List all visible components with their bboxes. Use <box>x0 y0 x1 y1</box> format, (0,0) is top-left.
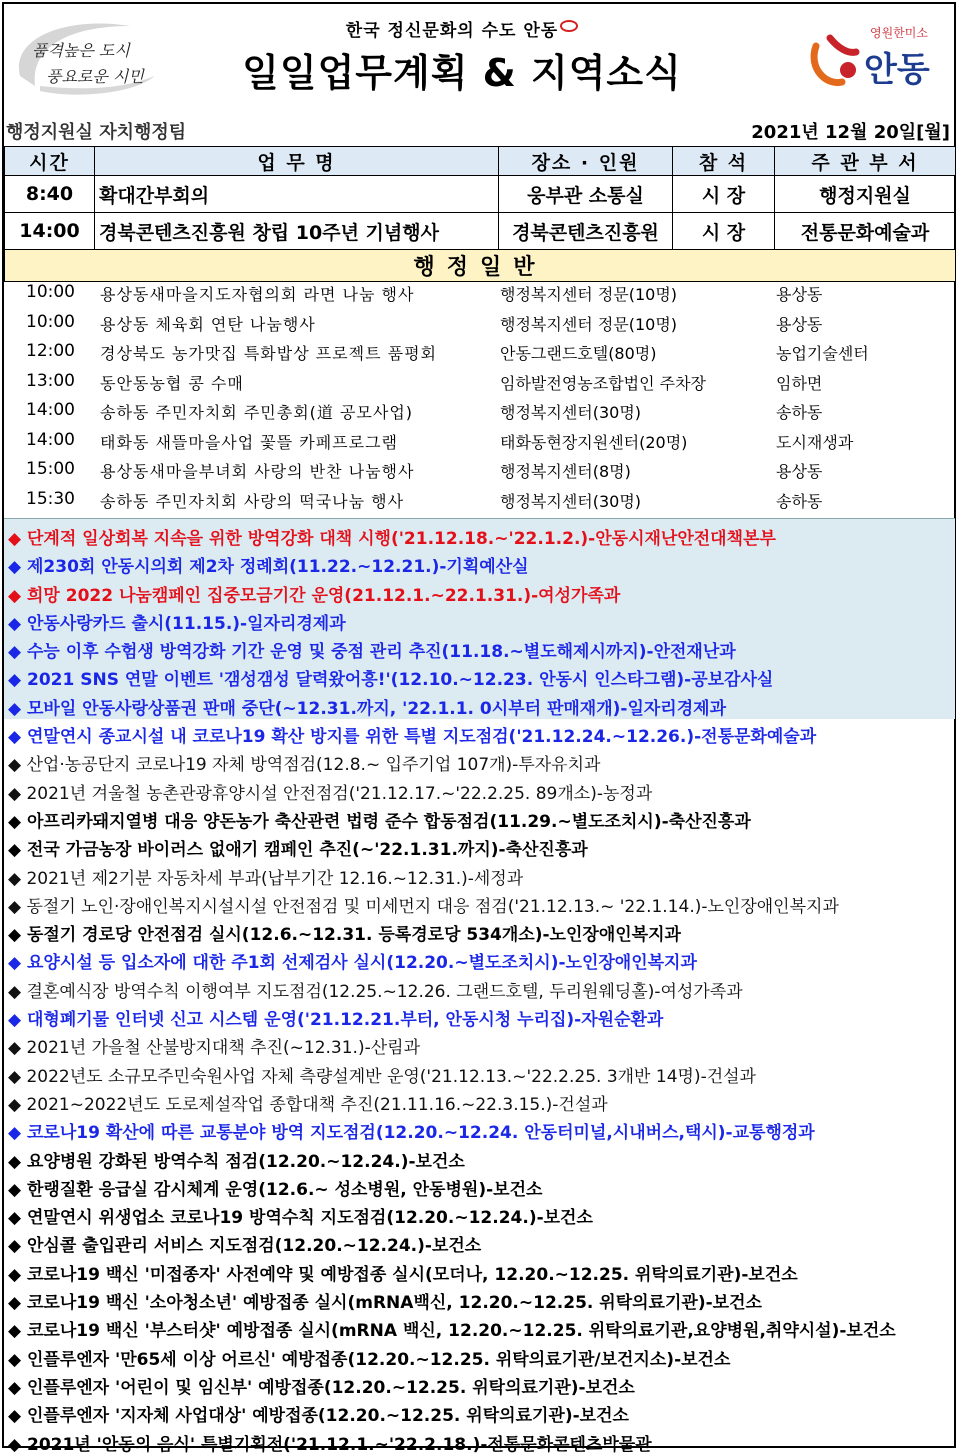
news-text: ◆ 안심콜 출입관리 서비스 지도점검(12.20.~12.24.)-보건소 <box>8 1236 482 1257</box>
col-place: 장소 · 인원 <box>499 147 673 176</box>
event-place: 행정복지센터(30명) <box>500 403 642 422</box>
schedule-table <box>4 146 956 282</box>
news-text: ◆ 연말연시 위생업소 코로나19 방역수칙 지도점검(12.20.~12.24.)-보건소 <box>8 1208 593 1229</box>
eye-mark-icon <box>560 20 578 32</box>
news-text: ◆ 산업·농공단지 코로나19 자체 방역점검(12.8.~ 입주기업 107개)-투자유치과 <box>8 755 601 776</box>
news-item <box>4 579 955 607</box>
news-item <box>4 1371 955 1399</box>
news-text: ◆ 전국 가금농장 바이러스 없애기 캠페인 추진(~'22.1.31.까지)-축산진흥과 <box>8 840 588 861</box>
news-text: ◆ 인플루엔자 '만65세 이상 어르신' 예방접종(12.20.~12.25. 위탁의료기관/보건지소)-보건소 <box>8 1349 731 1370</box>
row-dept: 전통문화예술과 <box>775 213 956 250</box>
row-time: 8:40 <box>5 176 95 213</box>
event-place: 임하발전영농조합법인 주차장 <box>500 373 707 393</box>
event-time: 14:00 <box>26 429 75 450</box>
news-item <box>4 1060 955 1088</box>
news-text: ◆ 동절기 경로당 안전점검 실시(12.6.~12.31. 등록경로당 534개소)-노인장애인복지과 <box>8 925 681 946</box>
row-place: 경북콘텐츠진흥원 <box>499 213 673 250</box>
row-task: 확대간부회의 <box>95 176 499 213</box>
news-item <box>4 862 955 890</box>
news-item <box>4 550 955 578</box>
logo-name: 안동 <box>864 50 930 90</box>
news-text: ◆ 요양병원 강화된 방역수칙 점검(12.20.~12.24.)-보건소 <box>8 1151 465 1172</box>
event-time: 14:00 <box>26 400 75 420</box>
event-dept: 용상동 <box>776 285 823 304</box>
news-item <box>4 975 955 1003</box>
col-task: 업 무 명 <box>95 147 499 176</box>
news-item <box>4 1201 955 1229</box>
document-date: 2021년 12월 20일[월] <box>751 122 950 143</box>
slogan-line-1: 품격높은 도시 <box>32 41 130 60</box>
news-text: ◆ 코로나19 확산에 따른 교통분야 방역 지도점검(12.20.~12.24. 안동터미널,시내버스,택시)-교통행정과 <box>8 1123 815 1144</box>
news-item <box>4 522 955 550</box>
news-text: ◆ 코로나19 백신 '미접종자' 사전예약 및 예방접종 실시(모더나, 12.20.~12.25. 위탁의료기관)-보건소 <box>8 1264 798 1285</box>
event-name: 용상동새마을부녀회 사랑의 반찬 나눔행사 <box>100 462 415 481</box>
logo-tagline: 영원한미소 <box>870 26 928 40</box>
news-item <box>4 946 955 974</box>
event-name: 동안동농협 콩 수매 <box>100 373 244 393</box>
page-title: 일일업무계획 & 지역소식 <box>242 51 682 95</box>
news-text: ◆ 코로나19 백신 '부스터샷' 예방접종 실시(mRNA 백신, 12.20.~12.25. 위탁의료기관,요양병원,취약시설)-보건소 <box>8 1321 896 1342</box>
col-attend: 참 석 <box>673 147 775 176</box>
news-text: ◆ 2021 SNS 연말 이벤트 '갬성갬성 달력왔어흥!'(12.10.~12.23. 안동시 인스타그램)-공보감사실 <box>8 670 774 691</box>
news-item <box>4 1088 955 1116</box>
news-text: ◆ 2021년 겨울철 농촌관광휴양시설 안전점검('21.12.17.~'22.2.25. 89개소)-농정과 <box>8 783 653 804</box>
news-item <box>4 1399 955 1427</box>
event-name: 용상동 체육회 연탄 나눔행사 <box>100 314 316 334</box>
subtitle-text: 한국 정신문화의 수도 안동 <box>345 21 559 41</box>
event-dept: 임하면 <box>776 373 823 393</box>
slogan-line-2: 풍요로운 시민 <box>46 67 144 86</box>
col-dept: 주 관 부 서 <box>775 147 956 176</box>
news-item <box>4 1116 955 1144</box>
news-text: ◆ 동절기 노인·장애인복지시설시설 안전점검 및 미세먼지 대응 점검('21.12.13.~ '22.1.14.)-노인장애인복지과 <box>8 896 839 917</box>
event-place: 행정복지센터 정문(10명) <box>500 285 678 304</box>
news-item <box>4 805 955 833</box>
news-text: ◆ 한랭질환 응급실 감시체계 운영(12.6.~ 성소병원, 안동병원)-보건소 <box>8 1179 543 1200</box>
news-item <box>4 833 955 861</box>
event-time: 15:30 <box>26 488 75 509</box>
event-dept: 용상동 <box>776 462 823 481</box>
document-header <box>2 2 956 110</box>
news-item <box>4 1286 955 1314</box>
table-row <box>5 176 956 213</box>
event-dept: 송하동 <box>776 403 823 422</box>
list-item <box>4 308 955 338</box>
band-label: 행정일반 <box>5 250 956 282</box>
header-subtitle <box>2 16 922 41</box>
event-name: 송하동 주민자치회 사랑의 떡국나눔 행사 <box>100 491 405 511</box>
list-item <box>4 485 955 515</box>
list-item <box>4 337 955 367</box>
event-name: 송하동 주민자치회 주민총회(道 공모사업) <box>100 403 414 422</box>
general-schedule-list <box>4 278 955 514</box>
news-text: ◆ 안동사랑카드 출시(11.15.)-일자리경제과 <box>8 613 346 634</box>
news-text: ◆ 연말연시 종교시설 내 코로나19 확산 방지를 위한 특별 지도점검('21.12.24.~12.26.)-전통문화예술과 <box>8 727 817 748</box>
event-place: 행정복지센터(30명) <box>500 491 642 511</box>
row-attend: 시 장 <box>673 176 775 213</box>
news-item <box>4 1343 955 1371</box>
row-attend: 시 장 <box>673 213 775 250</box>
row-dept: 행정지원실 <box>775 176 956 213</box>
event-name: 경상북도 농가맛집 특화밥상 프로젝트 품평회 <box>100 344 438 363</box>
event-dept: 농업기술센터 <box>776 344 869 363</box>
info-row <box>4 114 954 144</box>
table-row <box>5 213 956 250</box>
news-item <box>4 1145 955 1173</box>
news-item <box>4 1173 955 1201</box>
news-text: ◆ 2021년 제2기분 자동차세 부과(납부기간 12.16.~12.31.)-세정과 <box>8 868 524 889</box>
event-time: 15:00 <box>26 459 75 479</box>
news-item <box>4 663 955 691</box>
event-time: 10:00 <box>26 311 75 332</box>
schedule-header-row <box>5 147 956 176</box>
news-item <box>4 1229 955 1257</box>
news-item <box>4 607 955 635</box>
news-text: ◆ 2022년도 소규모주민숙원사업 자체 측량설계반 운영('21.12.13.~'22.2.25. 3개반 14명)-건설과 <box>8 1066 756 1087</box>
local-news-list <box>4 522 955 1456</box>
news-item <box>4 1031 955 1059</box>
row-time: 14:00 <box>5 213 95 250</box>
event-time: 12:00 <box>26 341 75 361</box>
news-text: ◆ 단계적 일상회복 지속을 위한 방역강화 대책 시행('21.12.18.~'22.1.2.)-안동시재난안전대책본부 <box>8 529 776 549</box>
news-text: ◆ 희망 2022 나눔캠페인 집중모금기간 운영(21.12.1.~22.1.31.)-여성가족과 <box>8 585 621 606</box>
news-text: ◆ 수능 이후 수험생 방역강화 기간 운영 및 중점 관리 추진(11.18.~별도해제시까지)-안전재난과 <box>8 642 736 663</box>
news-text: ◆ 2021년 가을철 산불방지대책 추진(~12.31.)-산림과 <box>8 1038 420 1059</box>
event-time: 10:00 <box>26 282 75 302</box>
news-text: ◆ 결혼예식장 방역수칙 이행여부 지도점검(12.25.~12.26. 그랜드호텔, 두리원웨딩홀)-여성가족과 <box>8 981 743 1002</box>
news-item <box>4 748 955 776</box>
news-text: ◆ 제230회 안동시의회 제2차 정례회(11.22.~12.21.)-기획예산실 <box>8 557 529 578</box>
list-item <box>4 396 955 426</box>
news-text: ◆ 요양시설 등 입소자에 대한 주1회 선제검사 실시(12.20.~별도조치시)-노인장애인복지과 <box>8 953 697 974</box>
row-place: 웅부관 소통실 <box>499 176 673 213</box>
news-text: ◆ 2021~2022년도 도로제설작업 종합대책 추진(21.11.16.~22.3.15.)-건설과 <box>8 1094 608 1115</box>
news-item <box>4 918 955 946</box>
list-item <box>4 278 955 308</box>
news-text: ◆ 코로나19 백신 '소아청소년' 예방접종 실시(mRNA백신, 12.20.~12.25. 위탁의료기관)-보건소 <box>8 1293 762 1314</box>
event-place: 행정복지센터(8명) <box>500 462 631 481</box>
news-text: ◆ 인플루엔자 '지자체 사업대상' 예방접종(12.20.~12.25. 위탁의료기관)-보건소 <box>8 1406 629 1427</box>
news-item <box>4 720 955 748</box>
news-item <box>4 777 955 805</box>
list-item <box>4 455 955 485</box>
news-item <box>4 1258 955 1286</box>
event-place: 태화동현장지원센터(20명) <box>500 432 688 452</box>
news-text: ◆ 인플루엔자 '어린이 및 임신부' 예방접종(12.20.~12.25. 위탁의료기관)-보건소 <box>8 1377 635 1398</box>
event-dept: 도시재생과 <box>776 432 854 452</box>
news-item <box>4 890 955 918</box>
news-text: ◆ 모바일 안동사랑상품권 판매 중단(~12.31.까지, '22.1.1. 0시부터 판매재개)-일자리경제과 <box>8 698 726 719</box>
general-admin-band <box>5 250 956 282</box>
news-item <box>4 1314 955 1342</box>
news-item <box>4 692 955 720</box>
news-text: ◆ 아프리카돼지열병 대응 양돈농가 축산관련 법령 준수 합동점검(11.29.~별도조치시)-축산진흥과 <box>8 811 751 832</box>
event-time: 13:00 <box>26 370 75 391</box>
andong-logo <box>808 22 948 92</box>
event-dept: 용상동 <box>776 314 823 334</box>
col-time: 시간 <box>5 147 95 176</box>
news-item <box>4 635 955 663</box>
row-task: 경북콘텐츠진흥원 창립 10주년 기념행사 <box>95 213 499 250</box>
andong-smile-logo-icon <box>808 24 864 90</box>
news-text: ◆ 대형폐기물 인터넷 신고 시스템 운영('21.12.21.부터, 안동시청 누리집)-자원순환과 <box>8 1010 664 1031</box>
list-item <box>4 367 955 397</box>
news-item <box>4 1003 955 1031</box>
event-place: 안동그랜드호텔(80명) <box>500 344 657 363</box>
event-dept: 송하동 <box>776 491 823 511</box>
news-text: ◆ 2021년 '안동의 음식' 특별기획전('21.12.1.~'22.2.18.)-전통문화콘텐츠박물관 <box>8 1434 652 1455</box>
list-item <box>4 426 955 456</box>
event-name: 태화동 새뜰마을사업 꽃뜰 카페프로그램 <box>100 432 399 452</box>
team-name: 행정지원실 자치행정팀 <box>6 122 187 143</box>
event-name: 용상동새마을지도자협의회 라면 나눔 행사 <box>100 285 415 304</box>
event-place: 행정복지센터 정문(10명) <box>500 314 678 334</box>
